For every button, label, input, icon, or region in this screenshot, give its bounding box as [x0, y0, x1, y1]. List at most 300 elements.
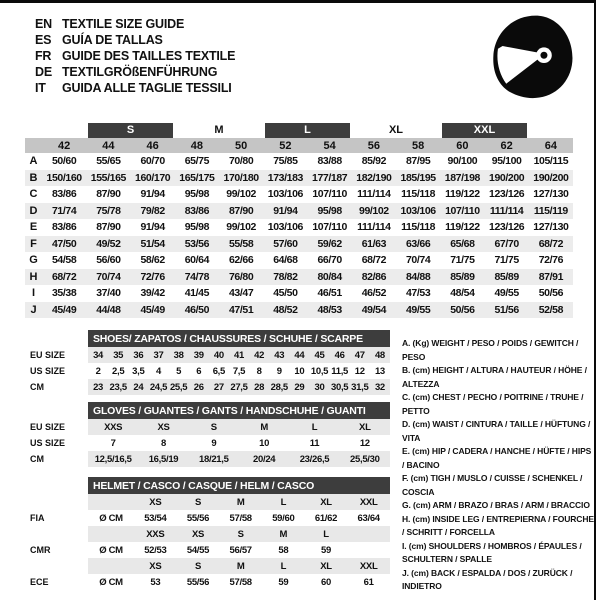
measurement-cell: 107/110	[445, 204, 480, 217]
size-cell: 11,5	[331, 365, 349, 377]
size-cell: 27,5	[230, 381, 248, 393]
measurement-cell: 91/94	[140, 221, 165, 234]
measurement-cell: 90/100	[447, 155, 478, 168]
measurement-cell: 107/110	[312, 221, 347, 234]
size-cell: L	[323, 528, 329, 540]
size-group-s: S	[88, 123, 173, 138]
measurement-cell: 35/38	[51, 287, 77, 300]
measurement-cell: 60/70	[140, 155, 165, 168]
measurement-cell: 75/78	[96, 204, 121, 217]
diameter-cell: 61	[363, 576, 374, 588]
measurement-cell: 72/76	[140, 270, 165, 283]
measurement-cell: 44/48	[96, 303, 121, 316]
measurement-row	[25, 186, 573, 203]
size-cell: S	[194, 496, 202, 508]
row-cells	[88, 558, 390, 574]
measurement-cell: 85/89	[450, 270, 475, 283]
size-cell: 20/24	[253, 453, 276, 465]
legend-item: H. (cm) INSIDE LEG / ENTREPIERNA / FOURCHE / SCHRITT / FORCELLA	[402, 513, 594, 537]
measurement-cell: 115/118	[401, 188, 436, 201]
measurement-cell: 185/195	[400, 171, 436, 184]
size-column-header: 52	[279, 139, 292, 152]
language-row	[35, 16, 235, 32]
language-code: ES	[35, 33, 52, 47]
helmet-size-row	[30, 526, 390, 542]
diameter-cell: 61/62	[314, 512, 338, 524]
legend-item: J. (cm) BACK / ESPALDA / DOS / ZURÜCK / INDIETRO	[402, 567, 573, 591]
helmet-table-title: HELMET / CASCO / CASQUE / HELM / CASCO	[88, 477, 390, 494]
size-cell: 45	[314, 349, 325, 361]
measurement-row	[25, 269, 573, 286]
size-cell: 2,5	[112, 365, 125, 377]
size-group-xl: XL	[388, 124, 404, 136]
measurement-cell: 71/75	[450, 254, 475, 267]
row-cells	[88, 363, 390, 379]
measurement-cell: 57/60	[273, 237, 298, 250]
size-cell: XS	[149, 560, 162, 572]
size-cell: 6,5	[212, 365, 226, 377]
diameter-cell: 52/53	[144, 544, 167, 556]
size-cell: 25,5/30	[350, 453, 380, 465]
size-column-header: 54	[323, 139, 336, 152]
row-label: ECE	[30, 577, 49, 587]
measurement-cell: 87/95	[405, 155, 431, 168]
size-cell: 28,5	[270, 381, 288, 393]
row-label: EU SIZE	[30, 422, 66, 432]
size-cell: 7,5	[232, 365, 246, 377]
size-cell: 37	[153, 349, 164, 361]
row-label	[30, 558, 88, 574]
helmet-value-row	[30, 574, 390, 590]
measurement-cell: 49/55	[405, 303, 431, 316]
measurement-cell: 91/94	[273, 204, 298, 217]
size-cell: S	[237, 528, 244, 540]
legend-item: C. (cm) CHEST / PECHO / POITRINE / TRUHE / PETTO	[402, 392, 584, 416]
measurement-row	[25, 302, 573, 319]
measurement-cell: 83/86	[184, 204, 210, 217]
measurement-cell: 54/58	[51, 254, 77, 267]
measurement-cell: 177/187	[312, 171, 348, 184]
measurement-cell: 70/80	[228, 155, 254, 168]
shoes-table-title: SHOES/ ZAPATOS / CHAUSSURES / SCHUHE / SCARPE	[88, 330, 390, 347]
size-cell: 28	[254, 381, 265, 393]
helmet-size-row	[30, 494, 390, 510]
measurement-cell: 75/85	[273, 155, 298, 168]
size-cell: 29	[294, 381, 305, 393]
size-cell: S	[194, 560, 202, 572]
size-column-header: 56	[367, 139, 380, 152]
row-letter: A	[29, 155, 38, 168]
measurement-cell: 80/84	[317, 270, 342, 283]
measurement-cell: 103/106	[267, 221, 303, 234]
measurement-cell: 79/82	[140, 204, 165, 217]
row-letter: B	[29, 171, 38, 184]
language-title: TEXTILE SIZE GUIDE	[62, 17, 185, 31]
diameter-cell: 57/58	[229, 576, 252, 588]
size-cell: 40	[213, 349, 224, 361]
size-cell: 9	[211, 437, 217, 449]
size-cell: 11	[309, 437, 320, 449]
legend-item: A. (Kg) WEIGHT / PESO / POIDS / GEWITCH / PESO	[402, 338, 579, 362]
measurement-cell: 47/51	[228, 303, 254, 316]
measurement-cell: 82/86	[361, 270, 387, 283]
language-title: TEXTILGRÖßENFÜHRUNG	[62, 65, 218, 79]
measurement-cell: 45/49	[140, 303, 165, 316]
diameter-cell: 59	[278, 576, 289, 588]
size-cell: 6	[196, 365, 202, 377]
measurement-cell: 83/88	[317, 155, 342, 168]
measurement-cell: 63/66	[405, 237, 431, 250]
measurement-cell: 190/200	[533, 171, 569, 184]
measurement-cell: 39/42	[140, 287, 165, 300]
measurement-cell: 52/58	[538, 303, 564, 316]
legend-item: B. (cm) HEIGHT / ALTURA / HAUTEUR / HÖHE / ALTEZZA	[402, 365, 587, 389]
diameter-cell: 58	[278, 544, 289, 556]
measurement-cell: 85/89	[494, 270, 519, 283]
size-cell: 48	[374, 349, 385, 361]
language-title: GUÍA DE TALLAS	[62, 33, 163, 47]
size-cell: 10,5	[310, 365, 329, 377]
size-cell: S	[210, 421, 217, 433]
measurement-cell: 64/68	[273, 254, 298, 267]
measurement-cell: 59/62	[317, 237, 342, 250]
measurement-cell: 48/54	[450, 287, 475, 300]
size-cell: 16,5/19	[148, 453, 179, 465]
gloves-table	[30, 419, 390, 467]
measurement-cell: 78/82	[273, 270, 298, 283]
size-cell: 3,5	[132, 365, 145, 377]
language-title: GUIDA ALLE TAGLIE TESSILI	[62, 81, 232, 95]
measurement-cell: 46/50	[184, 303, 210, 316]
size-cell: XS	[157, 421, 170, 433]
diameter-cell: 63/64	[357, 512, 380, 524]
size-cell: 12	[354, 365, 365, 377]
measurement-cell: 43/47	[228, 287, 254, 300]
measurement-cell: 87/90	[228, 204, 254, 217]
size-cell: 30	[314, 381, 325, 393]
measurement-cell: 51/54	[140, 237, 165, 250]
measurement-cell: 99/102	[226, 188, 256, 201]
measurement-cell: 72/76	[538, 254, 564, 267]
size-column-header: 64	[544, 139, 557, 152]
row-label: FIA	[30, 513, 45, 523]
language-code: EN	[35, 17, 52, 31]
diameter-cell: 53	[150, 576, 161, 588]
measurement-cell: 65/75	[184, 155, 210, 168]
row-cells	[88, 451, 390, 467]
measurement-cell: 83/86	[51, 188, 77, 201]
size-cell: XS	[191, 528, 205, 540]
size-cell: 34	[93, 349, 104, 361]
size-cell: 23	[93, 381, 104, 393]
size-cell: 32	[374, 381, 385, 393]
diameter-cell: 59	[321, 544, 331, 556]
size-group-l: L	[265, 123, 350, 138]
size-cell: 47	[354, 349, 365, 361]
size-cell: 12	[359, 437, 370, 449]
measurement-cell: 49/55	[494, 287, 519, 300]
measurement-cell: 173/183	[267, 171, 303, 184]
measurement-cell: 85/92	[361, 155, 387, 168]
size-cell: XL	[320, 560, 332, 572]
size-column-header: 58	[412, 139, 425, 152]
size-cell: 30,5	[331, 381, 349, 393]
row-label: CM	[30, 454, 44, 464]
language-list	[35, 16, 235, 96]
row-cells	[88, 435, 390, 451]
measurement-cell: 87/90	[96, 221, 121, 234]
table-row	[30, 347, 390, 363]
measurement-cell: 70/74	[96, 270, 121, 283]
size-cell: XXS	[104, 421, 123, 433]
measurement-cell: 111/114	[357, 221, 391, 234]
size-cell: 13	[374, 365, 385, 377]
measurement-cell: 49/54	[361, 303, 387, 316]
measurement-cell: 95/98	[184, 188, 210, 201]
size-cell: 10	[259, 437, 270, 449]
language-code: DE	[35, 65, 52, 79]
measurement-cell: 49/52	[96, 237, 121, 250]
row-cells	[88, 542, 390, 558]
measurement-cell: 95/98	[184, 221, 210, 234]
measurement-cell: 66/70	[317, 254, 342, 267]
helmet-icon	[486, 12, 578, 104]
size-cell: 43	[274, 349, 285, 361]
textile-size-table	[25, 123, 573, 318]
size-cell: 8	[161, 437, 166, 449]
measurement-cell: 83/86	[51, 221, 77, 234]
row-cells	[88, 526, 390, 542]
measurement-cell: 51/56	[494, 303, 519, 316]
row-letter: E	[29, 221, 38, 234]
size-cell: 31,5	[351, 381, 369, 393]
size-cell: 27	[213, 381, 224, 393]
measurement-cell: 91/94	[140, 188, 165, 201]
measurement-cell: 76/80	[228, 270, 254, 283]
measurement-row	[25, 236, 573, 253]
measurement-cell: 70/74	[405, 254, 431, 267]
table-row	[30, 363, 390, 379]
measurement-cell: 160/170	[135, 171, 171, 184]
size-column-header: 50	[235, 139, 248, 152]
measurement-cell: 165/175	[179, 171, 215, 184]
table-row	[30, 419, 390, 435]
diameter-cell: 55/56	[186, 512, 210, 524]
size-cell: L	[311, 421, 318, 433]
row-cells	[88, 494, 390, 510]
measurement-cell: 87/91	[538, 270, 564, 283]
size-cell: XXS	[146, 528, 165, 540]
size-cell: 8	[256, 365, 262, 377]
helmet-section	[30, 477, 390, 590]
size-cell: XL	[320, 496, 332, 508]
size-group-m: M	[214, 124, 224, 136]
measurement-cell: 46/52	[361, 287, 387, 300]
language-code: IT	[35, 81, 46, 95]
language-row	[35, 48, 235, 64]
diameter-cell: 59/60	[272, 512, 295, 524]
row-label: CMR	[30, 545, 51, 555]
measurement-cell: 182/190	[356, 171, 392, 184]
size-cell: 18/21,5	[199, 453, 229, 465]
size-cell: 5	[176, 365, 182, 377]
gloves-table-title: GLOVES / GUANTES / GANTS / HANDSCHUHE / GUANTI	[88, 402, 390, 419]
measurement-cell: 50/60	[51, 155, 77, 168]
measurement-cell: 47/53	[405, 287, 431, 300]
diameter-cell: 53/54	[144, 512, 167, 524]
measurement-cell: 55/58	[228, 237, 254, 250]
row-label: EU SIZE	[30, 350, 66, 360]
size-column-header: 60	[456, 139, 469, 152]
legend-item: G. (cm) ARM / BRAZO / BRAS / ARM / BRACCIO	[402, 500, 590, 510]
size-cell: 24	[133, 381, 144, 393]
measurement-cell: 58/62	[140, 254, 165, 267]
measurement-cell: 68/72	[51, 270, 77, 283]
size-cell: 10	[294, 365, 305, 377]
measurement-cell: 123/126	[489, 221, 525, 234]
size-cell: M	[260, 421, 268, 433]
measurement-cell: 123/126	[489, 188, 525, 201]
size-cell: 39	[193, 349, 204, 361]
measurement-cell: 127/130	[533, 221, 569, 234]
legend-item: E. (cm) HIP / CADERA / HANCHE / HÜFTE / HIPS / BACINO	[402, 446, 592, 470]
size-group-xxl: XXL	[442, 123, 527, 138]
size-cell: 41	[234, 349, 244, 361]
row-cells	[88, 379, 390, 395]
size-cell: 42	[254, 349, 265, 361]
diameter-cell: 57/58	[229, 512, 252, 524]
table-row	[30, 379, 390, 395]
diameter-cell: 55/56	[186, 576, 210, 588]
measurement-cell: 56/60	[96, 254, 121, 267]
size-cell: M	[279, 528, 288, 540]
row-letter: J	[30, 303, 37, 316]
language-row	[35, 64, 235, 80]
row-label	[30, 494, 88, 510]
measurement-legend	[402, 337, 595, 594]
measurement-cell: 115/118	[401, 221, 436, 234]
legend-item: D. (cm) WAIST / CINTURA / TAILLE / HÜFTUNG / VITA	[402, 419, 591, 443]
row-label: US SIZE	[30, 366, 66, 376]
measurement-row	[25, 170, 573, 187]
diameter-cell: 54/55	[186, 544, 210, 556]
measurement-cell: 53/56	[184, 237, 210, 250]
language-title: GUIDE DES TAILLES TEXTILE	[62, 49, 236, 63]
measurement-cell: 71/74	[51, 204, 77, 217]
size-column-header: 46	[146, 139, 159, 152]
measurement-cell: 84/88	[405, 270, 431, 283]
size-cell: 44	[294, 349, 305, 361]
measurement-cell: 111/114	[357, 188, 391, 201]
row-label	[30, 526, 88, 542]
size-column-header: 42	[58, 139, 71, 152]
measurement-row	[25, 219, 573, 236]
size-column-header: 44	[102, 139, 115, 152]
measurement-row	[25, 203, 573, 220]
unit-cell: Ø CM	[99, 512, 123, 524]
measurement-cell: 41/45	[184, 287, 210, 300]
size-cell: L	[280, 496, 287, 508]
measurement-cell: 187/198	[444, 171, 480, 184]
size-group-row	[25, 123, 573, 138]
measurement-cell: 46/51	[317, 287, 342, 300]
size-cell: XL	[359, 421, 371, 433]
gloves-section	[30, 402, 390, 467]
measurement-cell: 50/56	[450, 303, 475, 316]
measurement-cell: 61/63	[361, 237, 387, 250]
unit-cell: Ø CM	[99, 544, 123, 556]
row-letter: I	[31, 287, 36, 300]
measurement-row	[25, 285, 573, 302]
measurement-cell: 119/122	[445, 188, 480, 201]
measurement-cell: 99/102	[226, 221, 256, 234]
size-cell: 4	[155, 365, 161, 377]
size-cell: M	[236, 560, 245, 572]
size-cell: 26	[193, 381, 204, 393]
size-header-row	[25, 138, 573, 153]
measurement-cell: 37/40	[96, 287, 121, 300]
measurement-cell: 45/50	[273, 287, 298, 300]
helmet-table	[30, 494, 390, 590]
size-cell: XS	[149, 496, 162, 508]
measurement-cell: 67/70	[494, 237, 519, 250]
size-cell: XXL	[359, 560, 378, 572]
measurement-cell: 62/66	[228, 254, 254, 267]
measurement-cell: 119/122	[445, 221, 480, 234]
measurement-cell: 45/49	[51, 303, 77, 316]
row-letter: G	[29, 254, 38, 267]
size-cell: 25,5	[169, 381, 188, 393]
measurement-cell: 103/106	[400, 204, 436, 217]
table-row	[30, 451, 390, 467]
language-row	[35, 80, 235, 96]
legend-item: I. (cm) SHOULDERS / HOMBROS / ÉPAULES / SCHULTERN / SPALLE	[402, 540, 582, 564]
table-row	[30, 435, 390, 451]
measurement-cell: 170/180	[223, 171, 259, 184]
measurement-cell: 105/115	[533, 155, 569, 168]
measurement-cell: 103/106	[267, 188, 303, 201]
measurement-cell: 68/72	[538, 237, 564, 250]
measurement-cell: 115/119	[533, 204, 568, 217]
size-cell: 7	[110, 437, 116, 449]
size-cell: 35	[113, 349, 124, 361]
measurement-row	[25, 153, 573, 170]
measurement-cell: 65/68	[450, 237, 475, 250]
size-cell: 24,5	[149, 381, 168, 393]
measurement-cell: 87/90	[96, 188, 121, 201]
row-label: CM	[30, 382, 44, 392]
measurement-cell: 48/53	[317, 303, 342, 316]
size-column-header: 48	[190, 139, 203, 152]
row-cells	[88, 574, 390, 590]
unit-cell: Ø CM	[99, 576, 123, 588]
language-code: FR	[35, 49, 52, 63]
measurement-cell: 55/65	[96, 155, 121, 168]
helmet-value-row	[30, 510, 390, 526]
diameter-cell: 60	[321, 576, 331, 588]
size-cell: 38	[173, 349, 184, 361]
measurement-cell: 127/130	[533, 188, 569, 201]
helmet-size-row	[30, 558, 390, 574]
measurement-cell: 95/100	[491, 155, 522, 168]
measurement-cell: 99/102	[359, 204, 389, 217]
measurement-cell: 60/64	[184, 254, 210, 267]
measurement-cell: 48/52	[273, 303, 298, 316]
diameter-cell: 56/57	[229, 544, 252, 556]
size-cell: 9	[276, 365, 282, 377]
size-cell: 36	[133, 349, 144, 361]
size-cell: XXL	[359, 496, 378, 508]
